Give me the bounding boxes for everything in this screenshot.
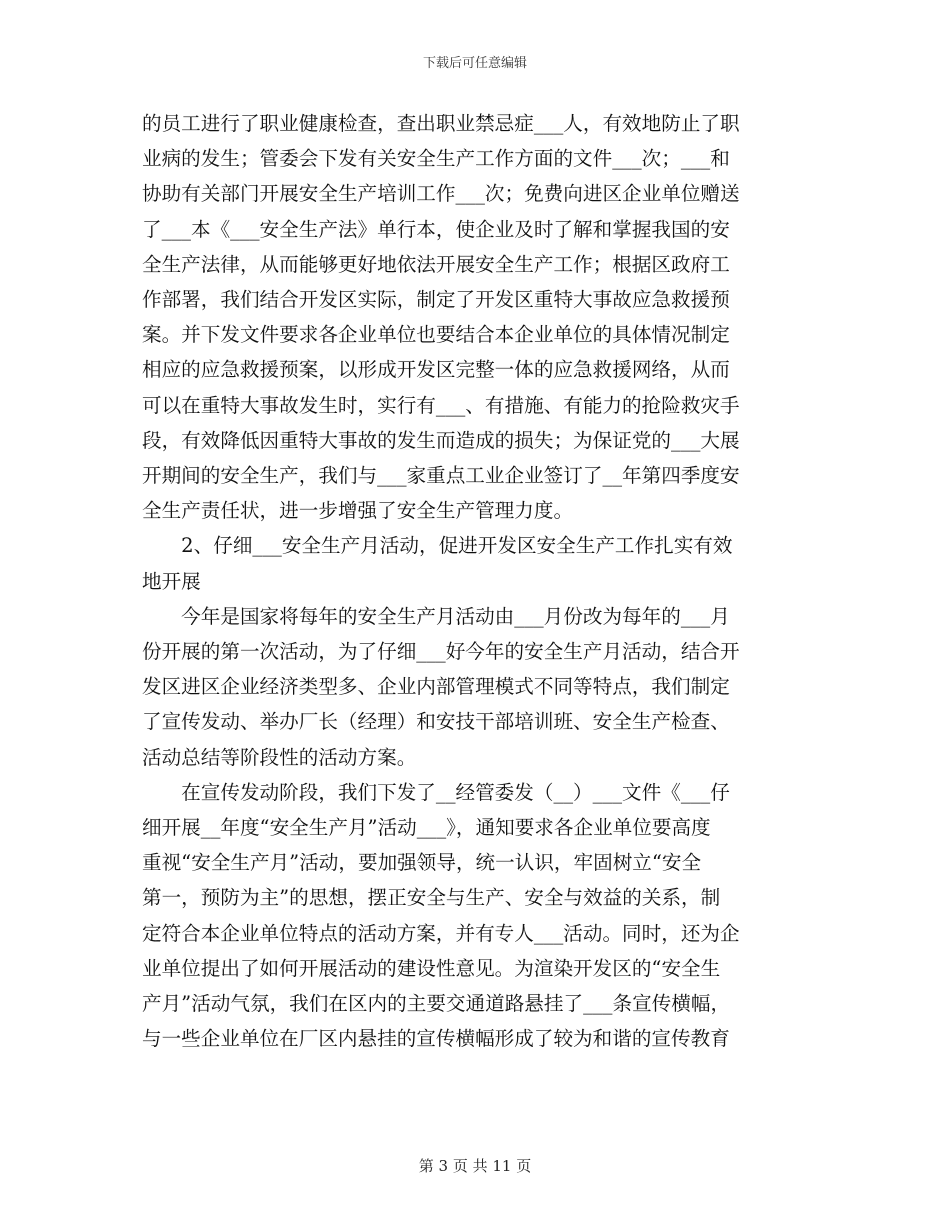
section-heading-line: 2、仔细___安全生产月活动，促进开发区安全生产工作扎实有效	[142, 534, 733, 558]
document-body	[142, 106, 810, 1056]
text-line: 作部署，我们结合开发区实际，制定了开发区重特大事故应急救援预	[142, 288, 730, 312]
page-footer: 第 3 页 共 11 页	[418, 1157, 532, 1175]
text-line: 全生产责任状，进一步增强了安全生产管理力度。	[142, 499, 574, 523]
page-header: 下载后可任意编辑	[422, 56, 527, 71]
text-line: 发区进区企业经济类型多、企业内部管理模式不同等特点，我们制定	[142, 675, 730, 699]
text-line: 细开展__年度“安全生产月”活动___》，通知要求各企业单位要高度	[142, 816, 711, 840]
text-line: 协助有关部门开展安全生产培训工作___次；免费向进区企业单位赠送	[142, 182, 740, 206]
text-line: 定符合本企业单位特点的活动方案，并有专人___活动。同时，还为企	[142, 921, 740, 945]
section-heading-line: 地开展	[142, 569, 201, 593]
text-line: 重视“安全生产月”活动，要加强领导，统一认识，牢固树立“安全	[142, 851, 702, 875]
text-line: 全生产法律，从而能够更好地依法开展安全生产工作；根据区政府工	[142, 252, 730, 276]
text-line: 的员工进行了职业健康检查，查出职业禁忌症___人，有效地防止了职	[142, 112, 740, 135]
text-line: 产月”活动气氛，我们在区内的主要交通道路悬挂了___条宣传横幅，	[142, 992, 731, 1016]
text-line: 活动总结等阶段性的活动方案。	[142, 745, 417, 769]
text-line: 业单位提出了如何开展活动的建设性意见。为渲染开发区的“安全生	[142, 956, 721, 980]
text-line: 今年是国家将每年的安全生产月活动由___月份改为每年的___月	[142, 604, 730, 628]
text-line: 开期间的安全生产，我们与___家重点工业企业签订了__年第四季度安	[142, 464, 740, 488]
text-line: 业病的发生；管委会下发有关安全生产工作方面的文件___次；___和	[142, 147, 730, 171]
text-line: 第一，预防为主”的思想，摆正安全与生产、安全与效益的关系，制	[142, 886, 721, 910]
text-line: 段，有效降低因重特大事故的发生而造成的损失；为保证党的___大展	[142, 428, 740, 452]
text-line: 在宣传发动阶段，我们下发了__经管委发（__）___文件《___仔	[142, 780, 730, 804]
text-line: 案。并下发文件要求各企业单位也要结合本企业单位的具体情况制定	[142, 323, 730, 347]
text-line: 相应的应急救援预案，以形成开发区完整一体的应急救援网络，从而	[142, 358, 730, 382]
text-line: 与一些企业单位在厂区内悬挂的宣传横幅形成了较为和谐的宣传教育	[142, 1027, 730, 1051]
text-line: 了___本《___安全生产法》单行本，使企业及时了解和掌握我国的安	[142, 217, 730, 241]
text-line: 份开展的第一次活动，为了仔细___好今年的安全生产月活动，结合开	[142, 640, 740, 664]
text-line: 了宣传发动、举办厂长（经理）和安技干部培训班、安全生产检查、	[142, 710, 730, 734]
text-line: 可以在重特大事故发生时，实行有___、有措施、有能力的抢险救灾手	[142, 393, 740, 417]
